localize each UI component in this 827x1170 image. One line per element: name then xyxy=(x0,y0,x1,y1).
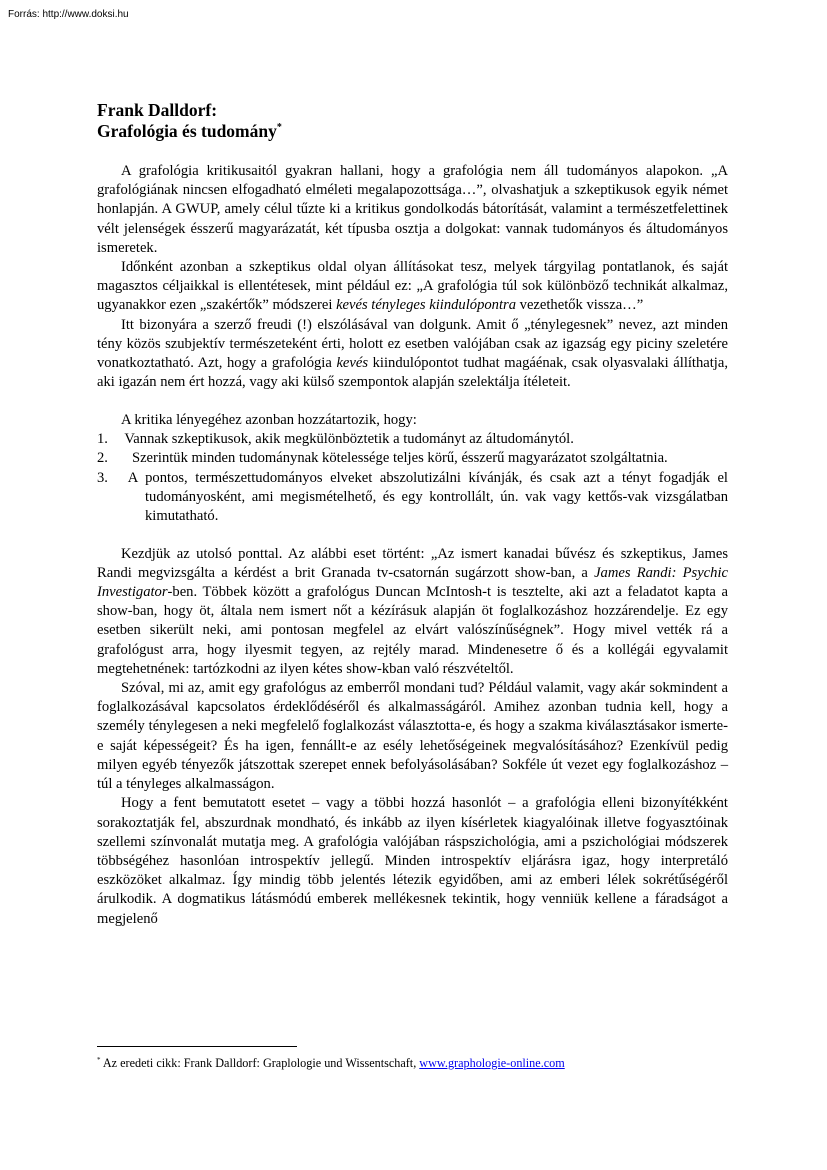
title-footnote-mark: * xyxy=(276,122,282,134)
paragraph-4: Kezdjük az utolsó ponttal. Az alábbi eset történt: „Az ismert kanadai bűvész és szkeptikus, James Randi megvizsgálta a kérdést a brit Granada tv-csatornán sugárzott show-ban, a James Randi: Psychic Investigator-ben. Többek között a grafológus Duncan McIntosh-t is tesztelte, aki azt a feladatot kapta a show-ban, hogy öt, általa nem ismert nőt a kézírásuk alapján öt foglalkozáshoz hozzárendelje. Ez egy esetben sikerült neki, ami pontosan megfelel az elvárt valószínűségnek”. Hogy mivel vették rá a grafológust arra, hogy ilyesmit tegyen, az rejtély marad. Mindenesetre ő és a kollégái egyvalamit megtehetnének: tartózkodni az ilyen kétes show-kban való részvételtől. xyxy=(97,545,728,677)
paragraph-3: Itt bizonyára a szerző freudi (!) elszólásával van dolgunk. Amit ő „ténylegesnek” nevez, azt minden tény közös szubjektív természeteként érti, holott ez esetben valójában csak az igazság egy piciny szeletére vonatkoztatható. Azt, hogy a grafológia kevés kiindulópontot tudhat magáénak, csak olyasvalaki állíthatja, aki igazán nem ért hozzá, vagy aki külső szempontok alapján szelektálja ítéleteit. xyxy=(97,316,728,391)
article-body xyxy=(97,162,728,929)
list-intro: A kritika lényegéhez azonban hozzátartozik, hogy: xyxy=(121,411,417,428)
title-author: Frank Dalldorf: xyxy=(97,100,218,120)
paragraph-6: Hogy a fent bemutatott esetet – vagy a többi hozzá hasonlót – a grafológia elleni bizonyítékként sorakoztatják fel, abszurdnak mondható, és inkább az ilyen kísérletek kiagyalóinak illetve fogyasztóinak szellemi színvonalát mutatja meg. A grafológia valójában ráspszichológia, ami a pszichológiai módszerek többségéhez hasonlóan introspektív jellegű. Minden introspektív eljárásra igaz, hogy interpretáló eszközöket alkalmaz. Így mindig több jelentés létezik egyidőben, ami az emberi lélek sokrétűségéről árulkodik. A dogmatikus látásmódú emberek mellékesnek tekintik, hogy venniük kellene a fáradságot a megjelenő xyxy=(97,795,728,927)
source-label: Forrás: http://www.doksi.hu xyxy=(8,9,129,20)
footnote-link[interactable]: www.graphologie-online.com xyxy=(419,1056,565,1070)
page-title xyxy=(97,100,728,142)
footnote xyxy=(97,1055,737,1071)
paragraph-2: Időnként azonban a szkeptikus oldal olyan állításokat tesz, melyek tárgyilag pontatlanok, és saját magasztos céljaikkal is ellentétesek, mint például ez: „A grafológia túl sok különböző technikát alkalmaz, ugyanakkor ezen „szakértők” módszerei kevés tényleges kiindulópontra vezethetők vissza…” xyxy=(97,259,728,314)
list-item: 2. Szerintük minden tudománynak kötelessége teljes körű, ésszerű magyarázatot szolgáltatnia. xyxy=(97,450,668,467)
list-item: 3. A pontos, természettudományos elveket abszolutizálni kívánják, és csak azt a tényt fogadják el tudományosként, ami megismételhető, és egy kontrollált, ún. vak vagy kettős-vak vizsgálatban kimutatható. xyxy=(97,469,728,524)
paragraph-1: A grafológia kritikusaitól gyakran hallani, hogy a grafológia nem áll tudományos alapokon. „A grafológiának nincsen elfogadható elméleti megalapozottsága…”, olvashatjuk a szkeptikusok egyik német honlapján. A GWUP, amely célul tűzte ki a kritikus gondolkodás bátorítását, valamint a természetfelettinek vélt jelenségek ésszerű magyarázatát, két típusba osztja a dolgokat: vannak tudományos és áltudományos ismeretek. xyxy=(97,163,728,256)
title-name: Grafológia és tudomány xyxy=(97,121,277,141)
list-item: 1. Vannak szkeptikusok, akik megkülönböztetik a tudományt az áltudománytól. xyxy=(97,431,574,448)
footnote-divider xyxy=(97,1046,297,1047)
footnote-mark: * xyxy=(97,1055,101,1064)
document-page xyxy=(97,100,728,929)
paragraph-5: Szóval, mi az, amit egy grafológus az emberről mondani tud? Például valamit, vagy akár sokmindent a foglalkozásával kapcsolatos érdeklődéséről és alkalmasságáról. Amihez azonban tudnia kell, hogy a személy ténylegesen a neki megfelelő foglalkozást választotta-e, és hogy a szakma kiválasztásakor ismerte-e saját képességeit? És ha igen, fennállt-e az esély lehetőségeinek megvalósításához? Ezenkívül pedig milyen egyéb tényezők játszottak szerepet ennek befolyásolásában? Sokféle út vezet egy foglalkozáshoz – túl a tényleges alkalmasságon. xyxy=(97,680,728,793)
footnote-text: Az eredeti cikk: Frank Dalldorf: Graplologie und Wissentschaft, xyxy=(100,1056,420,1070)
